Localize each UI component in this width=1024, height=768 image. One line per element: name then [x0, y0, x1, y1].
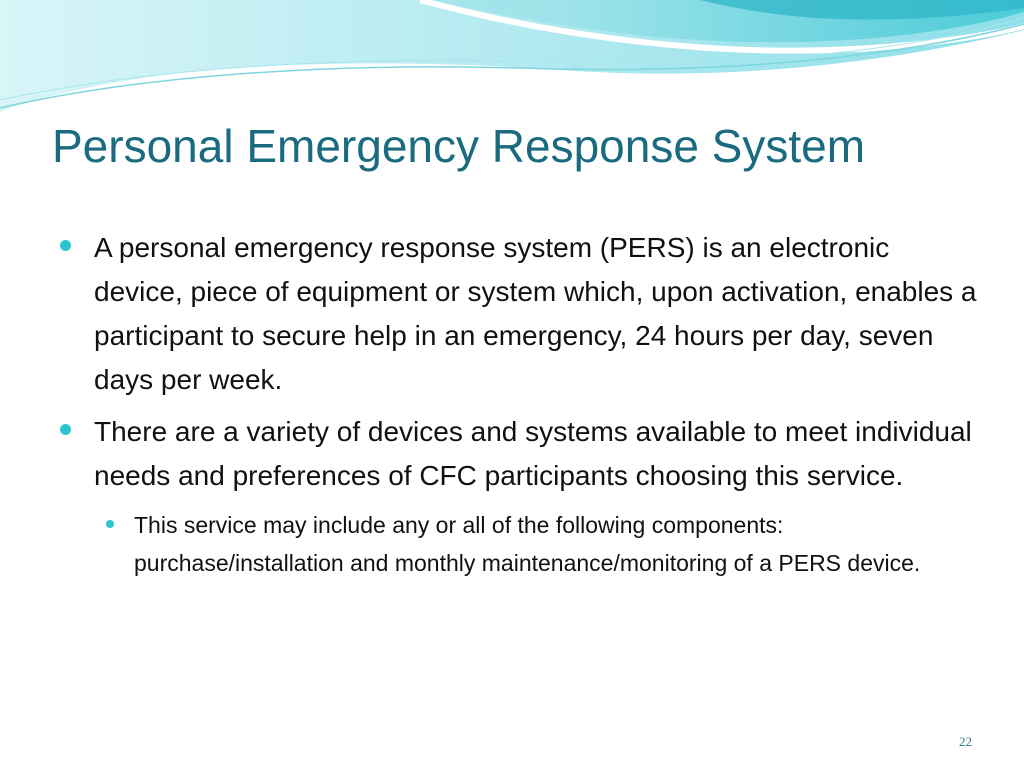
- bullet-text: A personal emergency response system (PERS) is an electronic device, piece of equipment or system which, upon activation, enables a participant to secure help in an emergency, 24 hours per day, seven days per week.: [94, 232, 977, 395]
- header-wave-decoration: [0, 0, 1024, 130]
- bullet-dot-icon: [60, 240, 71, 251]
- bullet-item: [58, 226, 978, 402]
- sub-bullet-item: [100, 506, 978, 582]
- bullet-item: [58, 410, 978, 498]
- bullet-dot-icon: [60, 424, 71, 435]
- bullet-list: [58, 226, 978, 582]
- sub-bullet-dot-icon: [106, 520, 114, 528]
- page-number: 22: [959, 734, 972, 749]
- slide-title: Personal Emergency Response System: [52, 120, 866, 172]
- sub-bullet-text: This service may include any or all of the following components: purchase/installation and monthly maintenance/monitoring of a PERS device.: [134, 512, 921, 576]
- bullet-text: There are a variety of devices and systems available to meet individual needs and preferences of CFC participants choosing this service.: [94, 416, 972, 491]
